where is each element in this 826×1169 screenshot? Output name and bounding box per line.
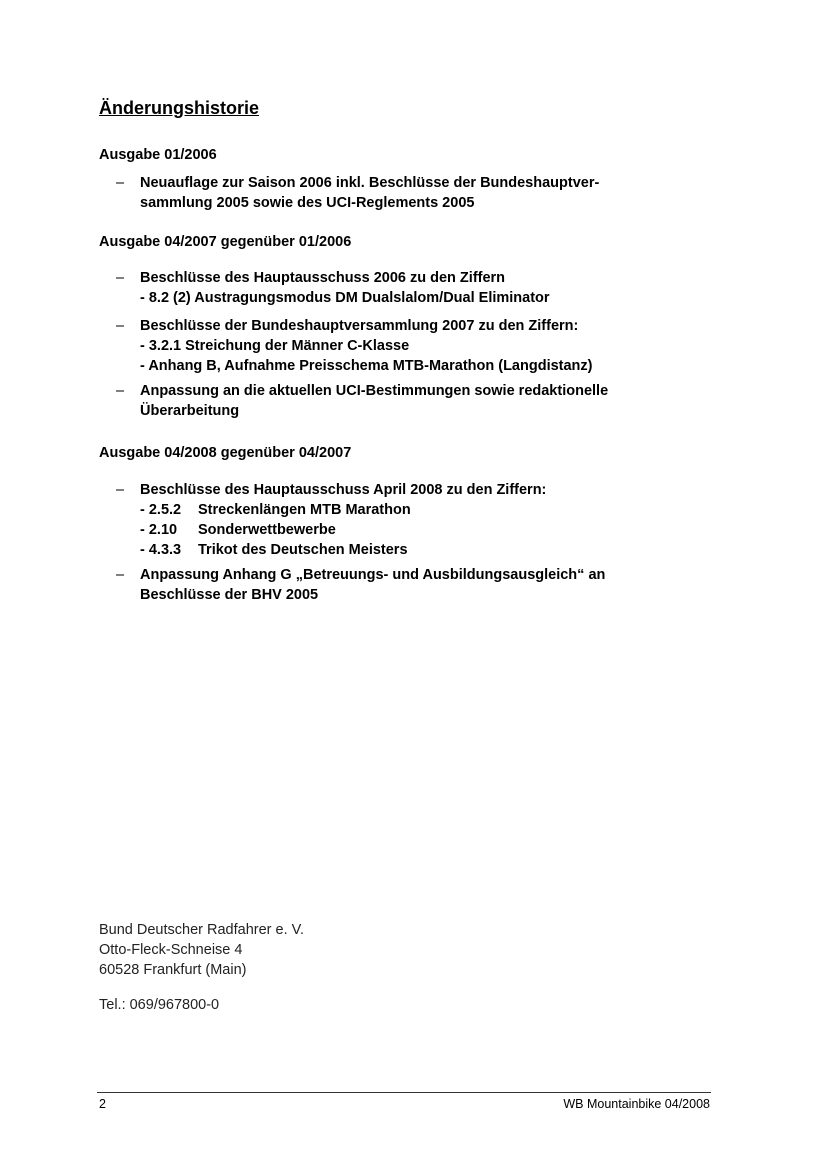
phone-number: Tel.: 069/967800-0 bbox=[99, 997, 220, 1013]
sub-item-number: - 2.5.2 bbox=[140, 502, 182, 518]
list-item bbox=[113, 480, 753, 560]
sub-item-number: - 2.10 bbox=[140, 522, 178, 538]
dash-bullet: – bbox=[115, 482, 125, 498]
item-line: Neuauflage zur Saison 2006 inkl. Beschlüsse der Bundeshauptver- bbox=[140, 175, 600, 191]
dash-bullet: – bbox=[115, 318, 125, 334]
dash-bullet: – bbox=[115, 175, 125, 191]
section-heading-ausgabe-04-2007: Ausgabe 04/2007 gegenüber 01/2006 bbox=[99, 234, 352, 250]
item-line: Anpassung an die aktuellen UCI-Bestimmungen sowie redaktionelle bbox=[140, 383, 609, 399]
page-title: Änderungshistorie bbox=[99, 98, 260, 118]
dash-bullet: – bbox=[115, 383, 125, 399]
sub-item bbox=[140, 540, 753, 560]
sub-item bbox=[140, 500, 753, 520]
item-line: Beschlüsse der Bundeshauptversammlung 2007 zu den Ziffern: bbox=[140, 318, 579, 334]
dash-bullet: – bbox=[115, 270, 125, 286]
item-line: Beschlüsse der BHV 2005 bbox=[140, 587, 319, 603]
list-item bbox=[113, 268, 753, 308]
sub-item-text: Sonderwettbewerbe bbox=[198, 522, 336, 538]
organization-name: Bund Deutscher Radfahrer e. V. bbox=[99, 922, 305, 938]
document-name: WB Mountainbike 04/2008 bbox=[563, 1097, 710, 1111]
sub-item-text: Trikot des Deutschen Meisters bbox=[198, 542, 408, 558]
item-line: Beschlüsse des Hauptausschuss April 2008 zu den Ziffern: bbox=[140, 482, 547, 498]
item-line: Überarbeitung bbox=[140, 403, 240, 419]
sub-item-text: Streckenlängen MTB Marathon bbox=[198, 502, 411, 518]
sub-item bbox=[140, 520, 753, 540]
city-address: 60528 Frankfurt (Main) bbox=[99, 962, 247, 978]
section-heading-ausgabe-01-2006: Ausgabe 01/2006 bbox=[99, 147, 217, 163]
page-number: 2 bbox=[99, 1097, 106, 1111]
list-item bbox=[113, 316, 753, 376]
footer-divider bbox=[97, 1092, 711, 1093]
item-line: - 3.2.1 Streichung der Männer C-Klasse bbox=[140, 338, 410, 354]
street-address: Otto-Fleck-Schneise 4 bbox=[99, 942, 243, 958]
address-block bbox=[99, 920, 304, 980]
dash-bullet: – bbox=[115, 567, 125, 583]
item-line: sammlung 2005 sowie des UCI-Reglements 2005 bbox=[140, 195, 475, 211]
item-line: - 8.2 (2) Austragungsmodus DM Dualslalom/Dual Eliminator bbox=[140, 290, 550, 306]
list-item bbox=[113, 173, 753, 213]
item-line: Beschlüsse des Hauptausschuss 2006 zu den Ziffern bbox=[140, 270, 506, 286]
item-line: - Anhang B, Aufnahme Preisschema MTB-Marathon (Langdistanz) bbox=[140, 358, 593, 374]
list-item bbox=[113, 565, 753, 605]
list-item bbox=[113, 381, 753, 421]
sub-item-number: - 4.3.3 bbox=[140, 542, 182, 558]
item-line: Anpassung Anhang G „Betreuungs- und Ausbildungsausgleich“ an bbox=[140, 567, 606, 583]
section-heading-ausgabe-04-2008: Ausgabe 04/2008 gegenüber 04/2007 bbox=[99, 445, 352, 461]
